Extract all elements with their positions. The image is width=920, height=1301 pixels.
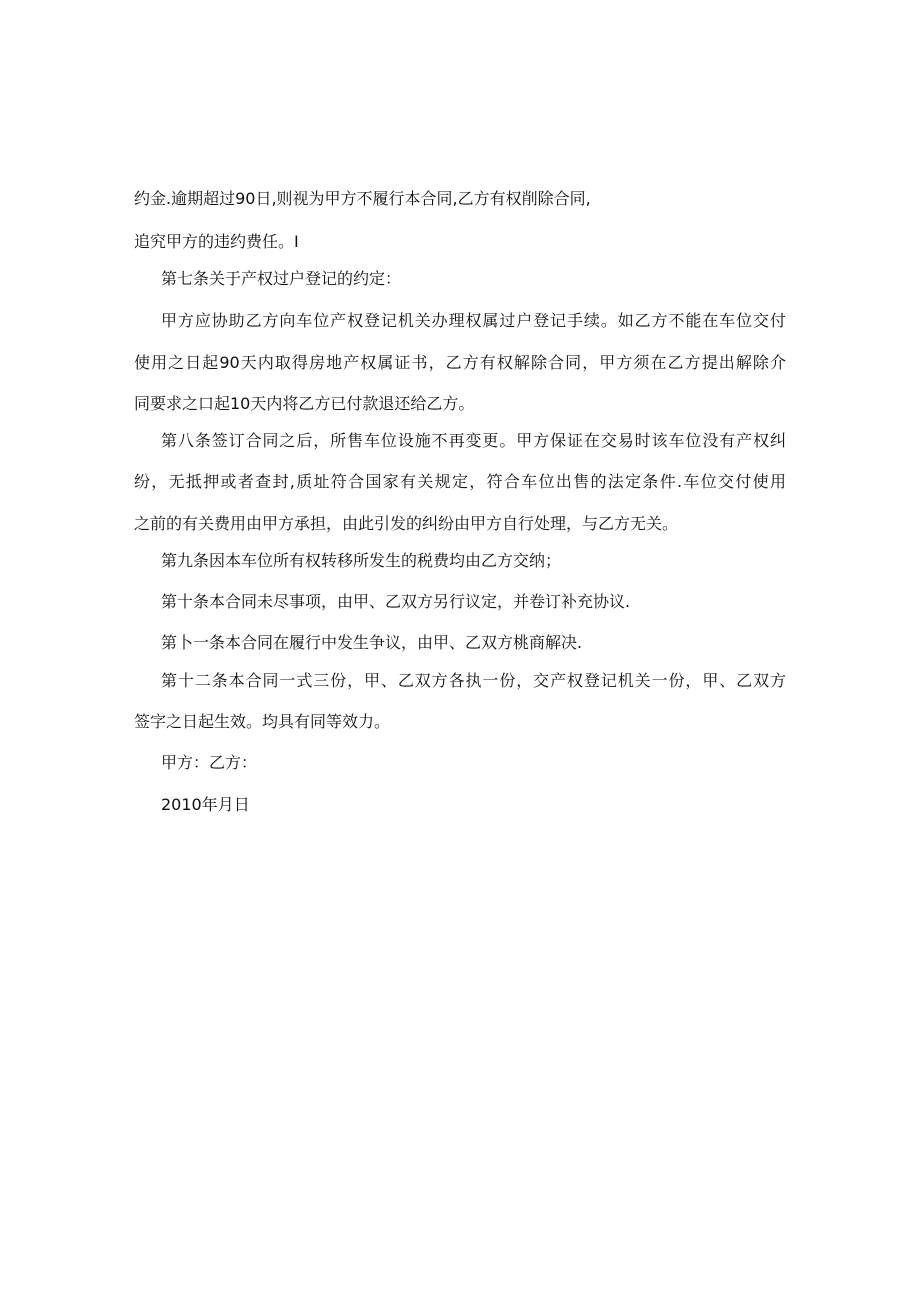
article-10: 第十条本合同未尽事项，由甲、乙双方另行议定，并卷订补充协议. [161, 592, 631, 611]
article-7-body-line-3: 同要求之口起10天内将乙方已付款退还给乙方。 [134, 394, 475, 413]
article-9: 第九条因本车位所有权转移所发生的税费均由乙方交纳； [161, 551, 562, 570]
article-11: 第卜一条本合同在履行中发生争议，由甲、乙双方桃商解决. [161, 633, 583, 652]
article-8-line-1: 第八条签订合同之后，所售车位设施不再变更。甲方保证在交易时该车位没有产权纠 [161, 431, 786, 450]
article-12-line-1: 第十二条本合同一式三份，甲、乙双方各执一份，交产权登记机关一份，甲、乙双方 [161, 671, 786, 690]
article-8-line-2: 纷，无抵押或者查封,质址符合国家有关规定，符合车位出售的法定条件.车位交付使用 [134, 472, 786, 491]
article-7-body-line-2: 使用之日起90天内取得房地产权属证书，乙方有权解除合同，甲方须在乙方提出解除介 [134, 353, 786, 372]
article-7-body-line-1: 甲方应协助乙方向车位产权登记机关办理权属过户登记手续。如乙方不能在车位交付 [161, 311, 786, 330]
article-12-line-2: 签字之日起生效。均具有同等效力。 [134, 712, 391, 731]
text-line-2: 追究甲方的违约费任。I [134, 232, 299, 251]
signature-parties: 甲方：乙方： [161, 753, 258, 772]
article-8-line-3: 之前的有关费用由甲方承担，由此引发的纠纷由甲方自行处理，与乙方无关。 [134, 514, 679, 533]
text-line-1: 约金.逾期超过90日,则视为甲方不履行本合同,乙方有权削除合同, [134, 189, 591, 208]
signature-date: 2010年月日 [161, 795, 250, 814]
article-7-heading: 第七条关于产权过户登记的约定： [161, 269, 402, 288]
